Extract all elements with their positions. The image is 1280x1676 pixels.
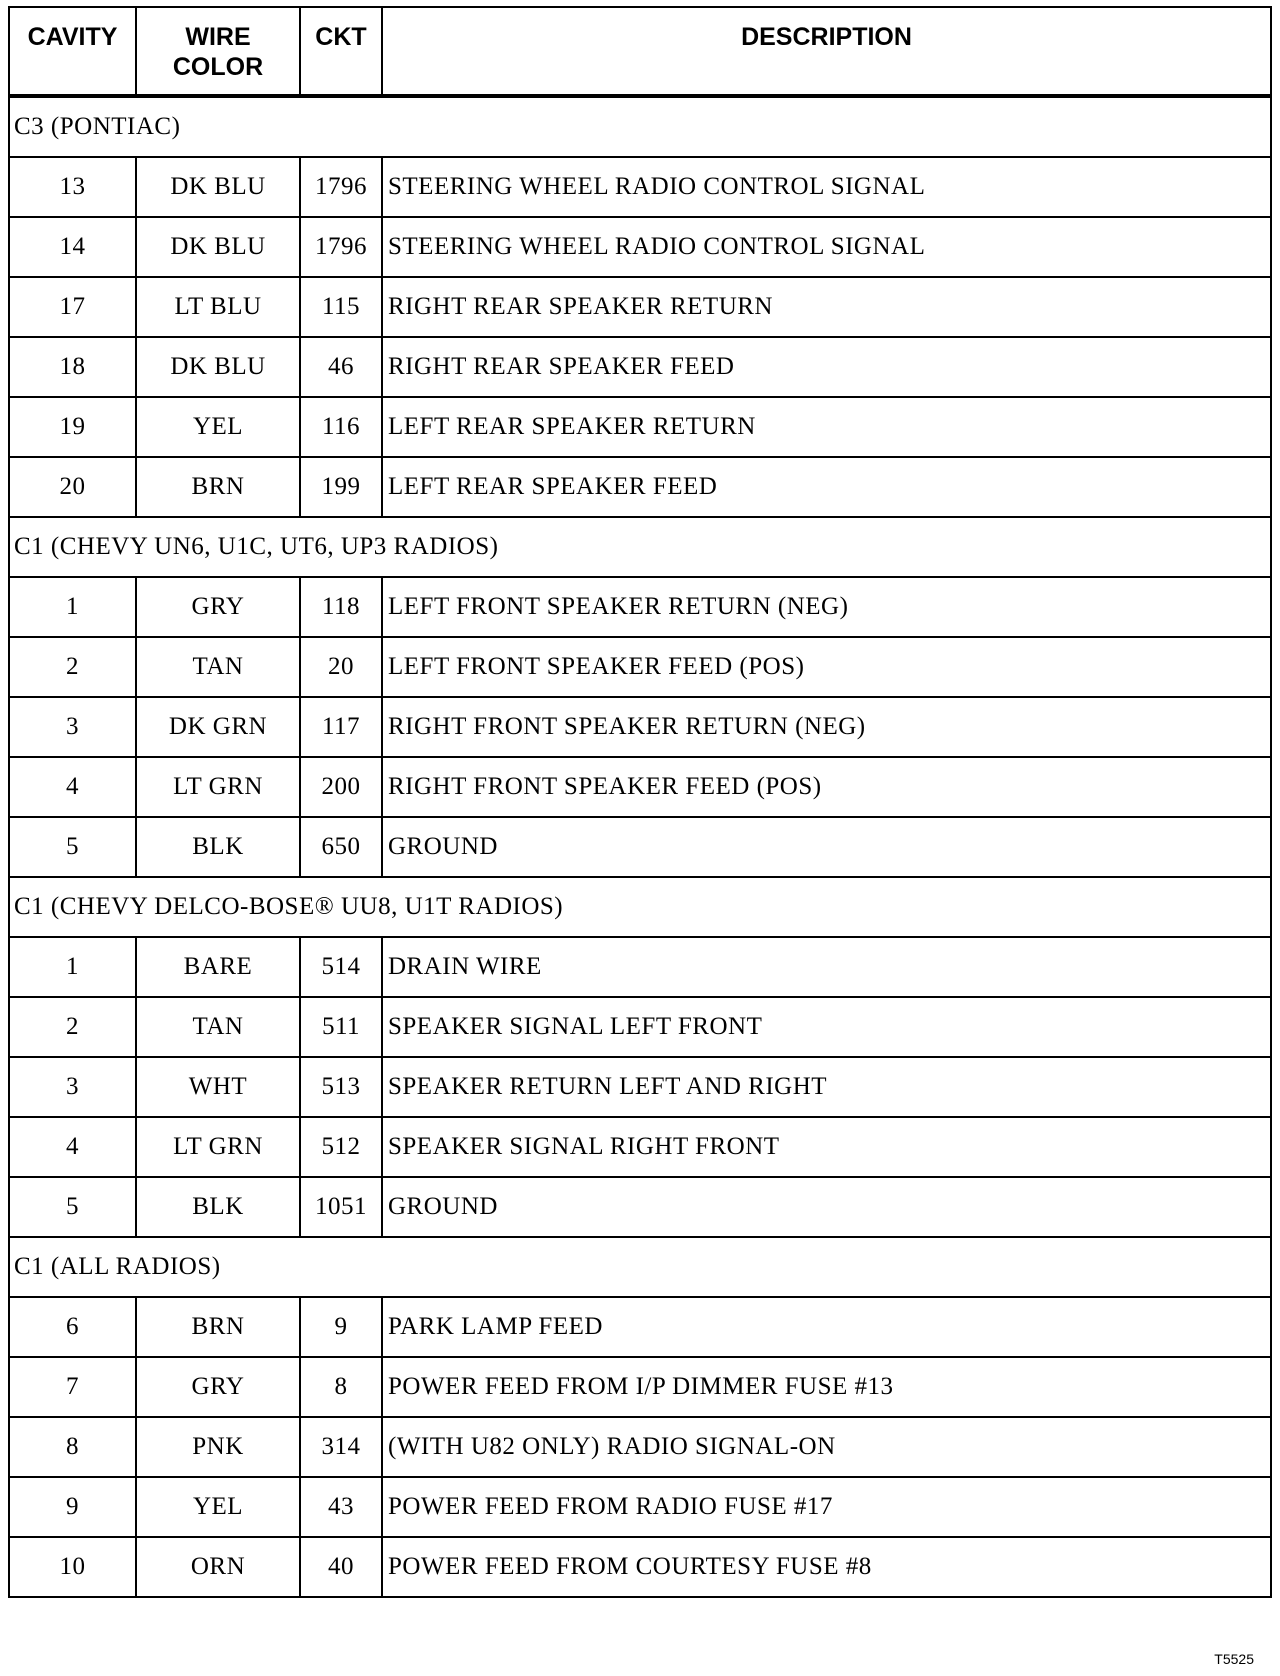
- wire-color-cell: LT GRN: [136, 757, 300, 817]
- table-row: [9, 637, 1271, 697]
- cavity-cell: 13: [9, 157, 136, 217]
- ckt-cell: 8: [300, 1357, 382, 1417]
- ckt-cell: 43: [300, 1477, 382, 1537]
- table-row: [9, 817, 1271, 877]
- table-row: [9, 697, 1271, 757]
- ckt-cell: 116: [300, 397, 382, 457]
- cavity-cell: 10: [9, 1537, 136, 1597]
- cavity-cell: 3: [9, 1057, 136, 1117]
- section-header-row: [9, 96, 1271, 157]
- cavity-cell: 2: [9, 637, 136, 697]
- cavity-cell: 9: [9, 1477, 136, 1537]
- description-cell: GROUND: [382, 817, 1271, 877]
- cavity-cell: 4: [9, 757, 136, 817]
- table-row: [9, 937, 1271, 997]
- description-cell: SPEAKER SIGNAL LEFT FRONT: [382, 997, 1271, 1057]
- wire-color-cell: BARE: [136, 937, 300, 997]
- description-cell: RIGHT FRONT SPEAKER FEED (POS): [382, 757, 1271, 817]
- wire-color-cell: DK GRN: [136, 697, 300, 757]
- wire-color-cell: TAN: [136, 997, 300, 1057]
- cavity-cell: 4: [9, 1117, 136, 1177]
- section-title: C1 (ALL RADIOS): [9, 1237, 1271, 1297]
- description-cell: STEERING WHEEL RADIO CONTROL SIGNAL: [382, 157, 1271, 217]
- ckt-cell: 199: [300, 457, 382, 517]
- ckt-cell: 40: [300, 1537, 382, 1597]
- table-row: [9, 397, 1271, 457]
- description-cell: DRAIN WIRE: [382, 937, 1271, 997]
- table-row: [9, 997, 1271, 1057]
- cavity-cell: 7: [9, 1357, 136, 1417]
- description-cell: SPEAKER RETURN LEFT AND RIGHT: [382, 1057, 1271, 1117]
- table-row: [9, 1297, 1271, 1357]
- cavity-cell: 1: [9, 937, 136, 997]
- ckt-cell: 115: [300, 277, 382, 337]
- description-cell: LEFT FRONT SPEAKER FEED (POS): [382, 637, 1271, 697]
- section-title: C3 (PONTIAC): [9, 96, 1271, 157]
- wire-color-cell: BLK: [136, 1177, 300, 1237]
- table-row: [9, 1057, 1271, 1117]
- wire-color-cell: LT BLU: [136, 277, 300, 337]
- description-cell: RIGHT REAR SPEAKER FEED: [382, 337, 1271, 397]
- ckt-cell: 512: [300, 1117, 382, 1177]
- description-cell: LEFT FRONT SPEAKER RETURN (NEG): [382, 577, 1271, 637]
- description-cell: LEFT REAR SPEAKER RETURN: [382, 397, 1271, 457]
- ckt-cell: 511: [300, 997, 382, 1057]
- table-row: [9, 1477, 1271, 1537]
- table-row: [9, 757, 1271, 817]
- table-row: [9, 1117, 1271, 1177]
- description-cell: POWER FEED FROM COURTESY FUSE #8: [382, 1537, 1271, 1597]
- wire-color-cell: BRN: [136, 1297, 300, 1357]
- ckt-cell: 20: [300, 637, 382, 697]
- table-row: [9, 1357, 1271, 1417]
- section-title: C1 (CHEVY DELCO-BOSE® UU8, U1T RADIOS): [9, 877, 1271, 937]
- section-header-row: [9, 1237, 1271, 1297]
- wire-color-cell: BLK: [136, 817, 300, 877]
- cavity-cell: 18: [9, 337, 136, 397]
- header-cavity: CAVITY: [9, 7, 136, 96]
- description-cell: PARK LAMP FEED: [382, 1297, 1271, 1357]
- cavity-cell: 14: [9, 217, 136, 277]
- wire-color-cell: GRY: [136, 1357, 300, 1417]
- description-cell: STEERING WHEEL RADIO CONTROL SIGNAL: [382, 217, 1271, 277]
- wire-color-cell: WHT: [136, 1057, 300, 1117]
- ckt-cell: 1796: [300, 217, 382, 277]
- cavity-cell: 1: [9, 577, 136, 637]
- wire-color-cell: ORN: [136, 1537, 300, 1597]
- wire-color-cell: DK BLU: [136, 157, 300, 217]
- ckt-cell: 9: [300, 1297, 382, 1357]
- table-body: [9, 96, 1271, 1597]
- cavity-cell: 20: [9, 457, 136, 517]
- ckt-cell: 200: [300, 757, 382, 817]
- table-row: [9, 337, 1271, 397]
- ckt-cell: 314: [300, 1417, 382, 1477]
- description-cell: GROUND: [382, 1177, 1271, 1237]
- wire-color-cell: TAN: [136, 637, 300, 697]
- description-cell: LEFT REAR SPEAKER FEED: [382, 457, 1271, 517]
- description-cell: RIGHT REAR SPEAKER RETURN: [382, 277, 1271, 337]
- table-row: [9, 1417, 1271, 1477]
- connector-pinout-table: [8, 6, 1272, 1598]
- ckt-cell: 1796: [300, 157, 382, 217]
- table-row: [9, 217, 1271, 277]
- description-cell: (WITH U82 ONLY) RADIO SIGNAL-ON: [382, 1417, 1271, 1477]
- header-wire-color-line1: WIRE: [185, 23, 251, 51]
- wire-color-cell: PNK: [136, 1417, 300, 1477]
- wire-color-cell: YEL: [136, 397, 300, 457]
- table-row: [9, 157, 1271, 217]
- cavity-cell: 2: [9, 997, 136, 1057]
- header-row: [9, 7, 1271, 96]
- description-cell: POWER FEED FROM RADIO FUSE #17: [382, 1477, 1271, 1537]
- description-cell: POWER FEED FROM I/P DIMMER FUSE #13: [382, 1357, 1271, 1417]
- header-wire-color-line2: COLOR: [172, 53, 264, 81]
- ckt-cell: 514: [300, 937, 382, 997]
- table-row: [9, 1537, 1271, 1597]
- wire-color-cell: YEL: [136, 1477, 300, 1537]
- ckt-cell: 46: [300, 337, 382, 397]
- cavity-cell: 5: [9, 817, 136, 877]
- table-row: [9, 457, 1271, 517]
- wire-color-cell: DK BLU: [136, 337, 300, 397]
- wire-color-cell: DK BLU: [136, 217, 300, 277]
- section-title: C1 (CHEVY UN6, U1C, UT6, UP3 RADIOS): [9, 517, 1271, 577]
- header-ckt: CKT: [300, 7, 382, 96]
- wire-color-cell: GRY: [136, 577, 300, 637]
- wire-color-cell: BRN: [136, 457, 300, 517]
- ckt-cell: 118: [300, 577, 382, 637]
- ckt-cell: 513: [300, 1057, 382, 1117]
- table-row: [9, 277, 1271, 337]
- wire-color-cell: LT GRN: [136, 1117, 300, 1177]
- header-description: DESCRIPTION: [382, 7, 1271, 96]
- figure-id: T5525: [1214, 1651, 1254, 1667]
- header-wire-color: [136, 7, 300, 96]
- ckt-cell: 1051: [300, 1177, 382, 1237]
- cavity-cell: 19: [9, 397, 136, 457]
- cavity-cell: 8: [9, 1417, 136, 1477]
- description-cell: RIGHT FRONT SPEAKER RETURN (NEG): [382, 697, 1271, 757]
- cavity-cell: 6: [9, 1297, 136, 1357]
- description-cell: SPEAKER SIGNAL RIGHT FRONT: [382, 1117, 1271, 1177]
- cavity-cell: 3: [9, 697, 136, 757]
- ckt-cell: 650: [300, 817, 382, 877]
- table-row: [9, 1177, 1271, 1237]
- cavity-cell: 17: [9, 277, 136, 337]
- ckt-cell: 117: [300, 697, 382, 757]
- table-row: [9, 577, 1271, 637]
- section-header-row: [9, 877, 1271, 937]
- section-header-row: [9, 517, 1271, 577]
- cavity-cell: 5: [9, 1177, 136, 1237]
